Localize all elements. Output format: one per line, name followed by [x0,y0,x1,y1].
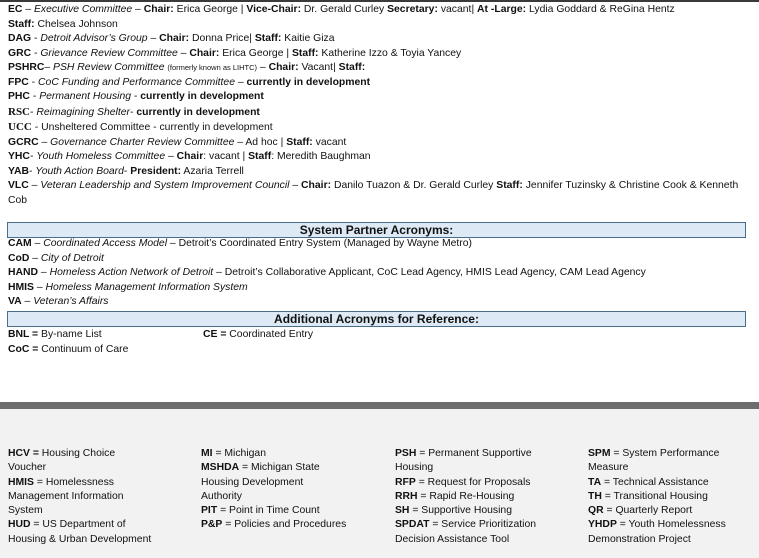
additional-item-bnl: BNL = By-name List [8,329,102,340]
committee-fpc: FPC - CoC Funding and Performance Committee – currently in development [8,76,371,88]
top-rule [0,0,759,2]
section-divider [0,402,759,409]
partner-item-hmis: HMIS – Homeless Management Information System [8,281,248,293]
partner-item-hand: HAND – Homeless Action Network of Detroit – Detroit’s Collaborative Applicant, CoC Lead Agency, HMIS Lead Agency, CAM Lead Agency [8,267,646,278]
committee-list [8,3,753,208]
glossary-term-th: TH = Transitional Housing [588,490,708,502]
committee-ec-staff: Staff: Chelsea Johnson [8,18,118,30]
committee-yhc: YHC- Youth Homeless Committee – Chair: vacant | Staff: Meredith Baughman [8,151,371,162]
additional-item-ce: CE = Coordinated Entry [203,329,314,340]
committee-ec: EC – Executive Committee – Chair: Erica George | Vice-Chair: Dr. Gerald Curley Secretary: vacant| At -Large: Lydia Goddard & ReGina Hentz [8,4,675,15]
glossary-column-2 [201,447,386,533]
glossary-term-rrh: RRH = Rapid Re-Housing [395,490,515,502]
glossary-term-qr: QR = Quarterly Report [588,505,693,517]
committee-phc: PHC - Permanent Housing - currently in development [8,91,264,102]
glossary-term-hmis: HMIS = Homelessness Management Information System [8,476,124,517]
glossary-term-psh: PSH = Permanent Supportive Housing [395,448,532,474]
additional-acronyms [8,328,753,358]
glossary-column-1 [8,447,188,547]
additional-col-right [203,328,313,343]
committee-gcrc: GCRC – Governance Charter Review Committee – Ad hoc | Staff: vacant [8,136,347,148]
glossary-term-rfp: RFP = Request for Proposals [395,476,531,488]
glossary-term-hud: HUD = US Department of Housing & Urban Development [8,519,152,545]
glossary-term-ta: TA = Technical Assistance [588,476,709,488]
committee-grc: GRC - Grievance Review Committee – Chair: Erica George | Staff: Katherine Izzo & Toyia Yancey [8,47,462,59]
committee-pshrc: PSHRC– PSH Review Committee (formerly known as LIHTC) – Chair: Vacant| Staff: [8,62,366,73]
glossary-term-pp: P&P = Policies and Procedures [201,519,347,531]
system-partner-list [8,237,753,310]
committee-vlc: VLC – Veteran Leadership and System Improvement Council – Chair: Danilo Tuazon & Dr. Gerald Curley Staff: Jennifer Tuzinsky & Christine Cook & Kenneth Cob [8,180,739,206]
committee-yab: YAB- Youth Action Board- President: Azaria Terrell [8,165,244,177]
system-partner-header: System Partner Acronyms: [7,222,746,238]
partner-item-cam: CAM – Coordinated Access Model – Detroit’s Coordinated Entry System (Managed by Wayne Metro) [8,238,472,249]
glossary-term-hcv: HCV = Housing Choice Voucher [8,448,116,474]
committee-dag: DAG - Detroit Advisor’s Group – Chair: Donna Price| Staff: Kaitie Giza [8,33,335,44]
glossary-column-3 [395,447,580,547]
glossary-term-mshda: MSHDA = Michigan State Housing Development Authority [201,462,320,502]
glossary-term-pit: PIT = Point in Time Count [201,505,320,517]
additional-item-coc: CoC = Continuum of Care [8,343,129,355]
partner-item-cod: CoD – City of Detroit [8,252,104,264]
glossary-term-mi: MI = Michigan [201,448,266,459]
glossary-term-sh: SH = Supportive Housing [395,505,512,517]
committee-ucc: UCC - Unsheltered Committee - currently in development [8,121,273,133]
additional-col-left [8,328,128,357]
glossary-term-spm: SPM = System Performance Measure [588,448,720,474]
partner-item-va: VA – Veteran’s Affairs [8,296,109,307]
committee-rsc: RSC- Reimagining Shelter- currently in development [8,105,260,118]
glossary-column-4 [588,447,753,547]
additional-acronyms-header: Additional Acronyms for Reference: [7,311,746,327]
glossary-term-yhdp: YHDP = Youth Homelessness Demonstration Project [588,519,726,545]
glossary-term-spdat: SPDAT = Service Prioritization Decision Assistance Tool [395,519,537,545]
